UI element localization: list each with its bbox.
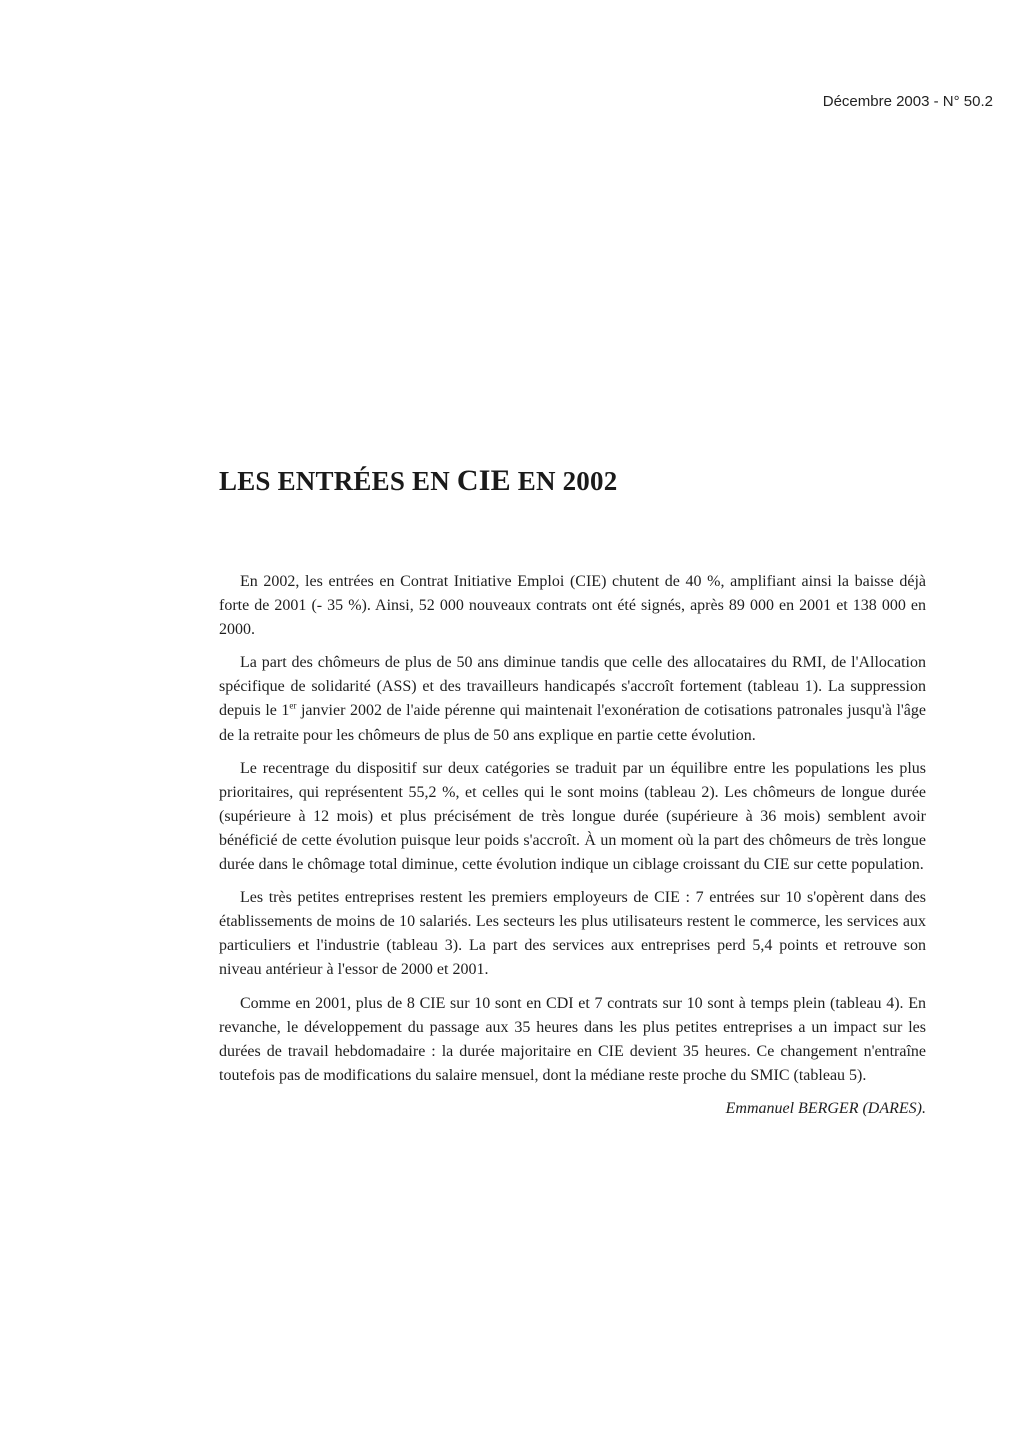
title-part-3: EN 2002: [510, 466, 618, 496]
paragraph-2-start: La part des chômeurs de plus de 50 ans diminue tandis que celle des allocataires du RMI, de l'Allocation spécifique de solidarité (ASS) et des travailleurs handicapés s'accroît fortement (tableau 1). La suppression depuis le 1: [219, 654, 926, 720]
paragraph-4: Les très petites entreprises restent les premiers employeurs de CIE : 7 entrées sur 10 s'opèrent dans des établissements de moins de 10 salariés. Les secteurs les plus utilisateurs restent le commerce, les services aux particuliers et l'industrie (tableau 3). La part des services aux entreprises perd 5,4 points et retrouve son niveau antérieur à l'essor de 2000 et 2001.: [219, 889, 926, 979]
title-part-2: CIE: [456, 464, 511, 497]
article-body: [219, 570, 926, 1121]
paragraph-1: En 2002, les entrées en Contrat Initiative Emploi (CIE) chutent de 40 %, amplifiant ainsi la baisse déjà forte de 2001 (- 35 %). Ainsi, 52 000 nouveaux contrats ont été signés, après 89 000 en 2001 et 138 000 en 2000.: [219, 573, 926, 639]
paragraph-3: Le recentrage du dispositif sur deux catégories se traduit par un équilibre entre les populations les plus prioritaires, qui représentent 55,2 %, et celles qui le sont moins (tableau 2). Les chômeurs de longue durée (supérieure à 12 mois) et plus précisément de très longue durée (supérieure à 36 mois) semblent avoir bénéficié de cette évolution puisque leur poids s'accroît. À un moment où la part des chômeurs de très longue durée dans le chômage total diminue, cette évolution indique un ciblage croissant du CIE sur cette population.: [219, 759, 926, 874]
paragraph-2: [219, 651, 926, 747]
page-title: [219, 464, 617, 498]
paragraph-2-end: janvier 2002 de l'aide pérenne qui maintenait l'exonération de cotisations patronales jusqu'à l'âge de la retraite pour les chômeurs de plus de 50 ans explique en partie cette évolution.: [219, 702, 926, 744]
issue-header: Décembre 2003 - N° 50.2: [822, 93, 993, 110]
paragraph-5: Comme en 2001, plus de 8 CIE sur 10 sont en CDI et 7 contrats sur 10 sont à temps plein (tableau 4). En revanche, le développement du passage aux 35 heures dans les plus petites entreprises a un impact sur les durées de travail hebdomadaire : la durée majoritaire en CIE devient 35 heures. Ce changement n'entraîne toutefois pas de modifications du salaire mensuel, dont la médiane reste proche du SMIC (tableau 5).: [219, 994, 926, 1084]
ordinal-superscript: er: [289, 701, 297, 712]
author-signature: Emmanuel BERGER (DARES).: [725, 1099, 926, 1117]
title-part-1: LES ENTRÉES EN: [219, 466, 457, 496]
